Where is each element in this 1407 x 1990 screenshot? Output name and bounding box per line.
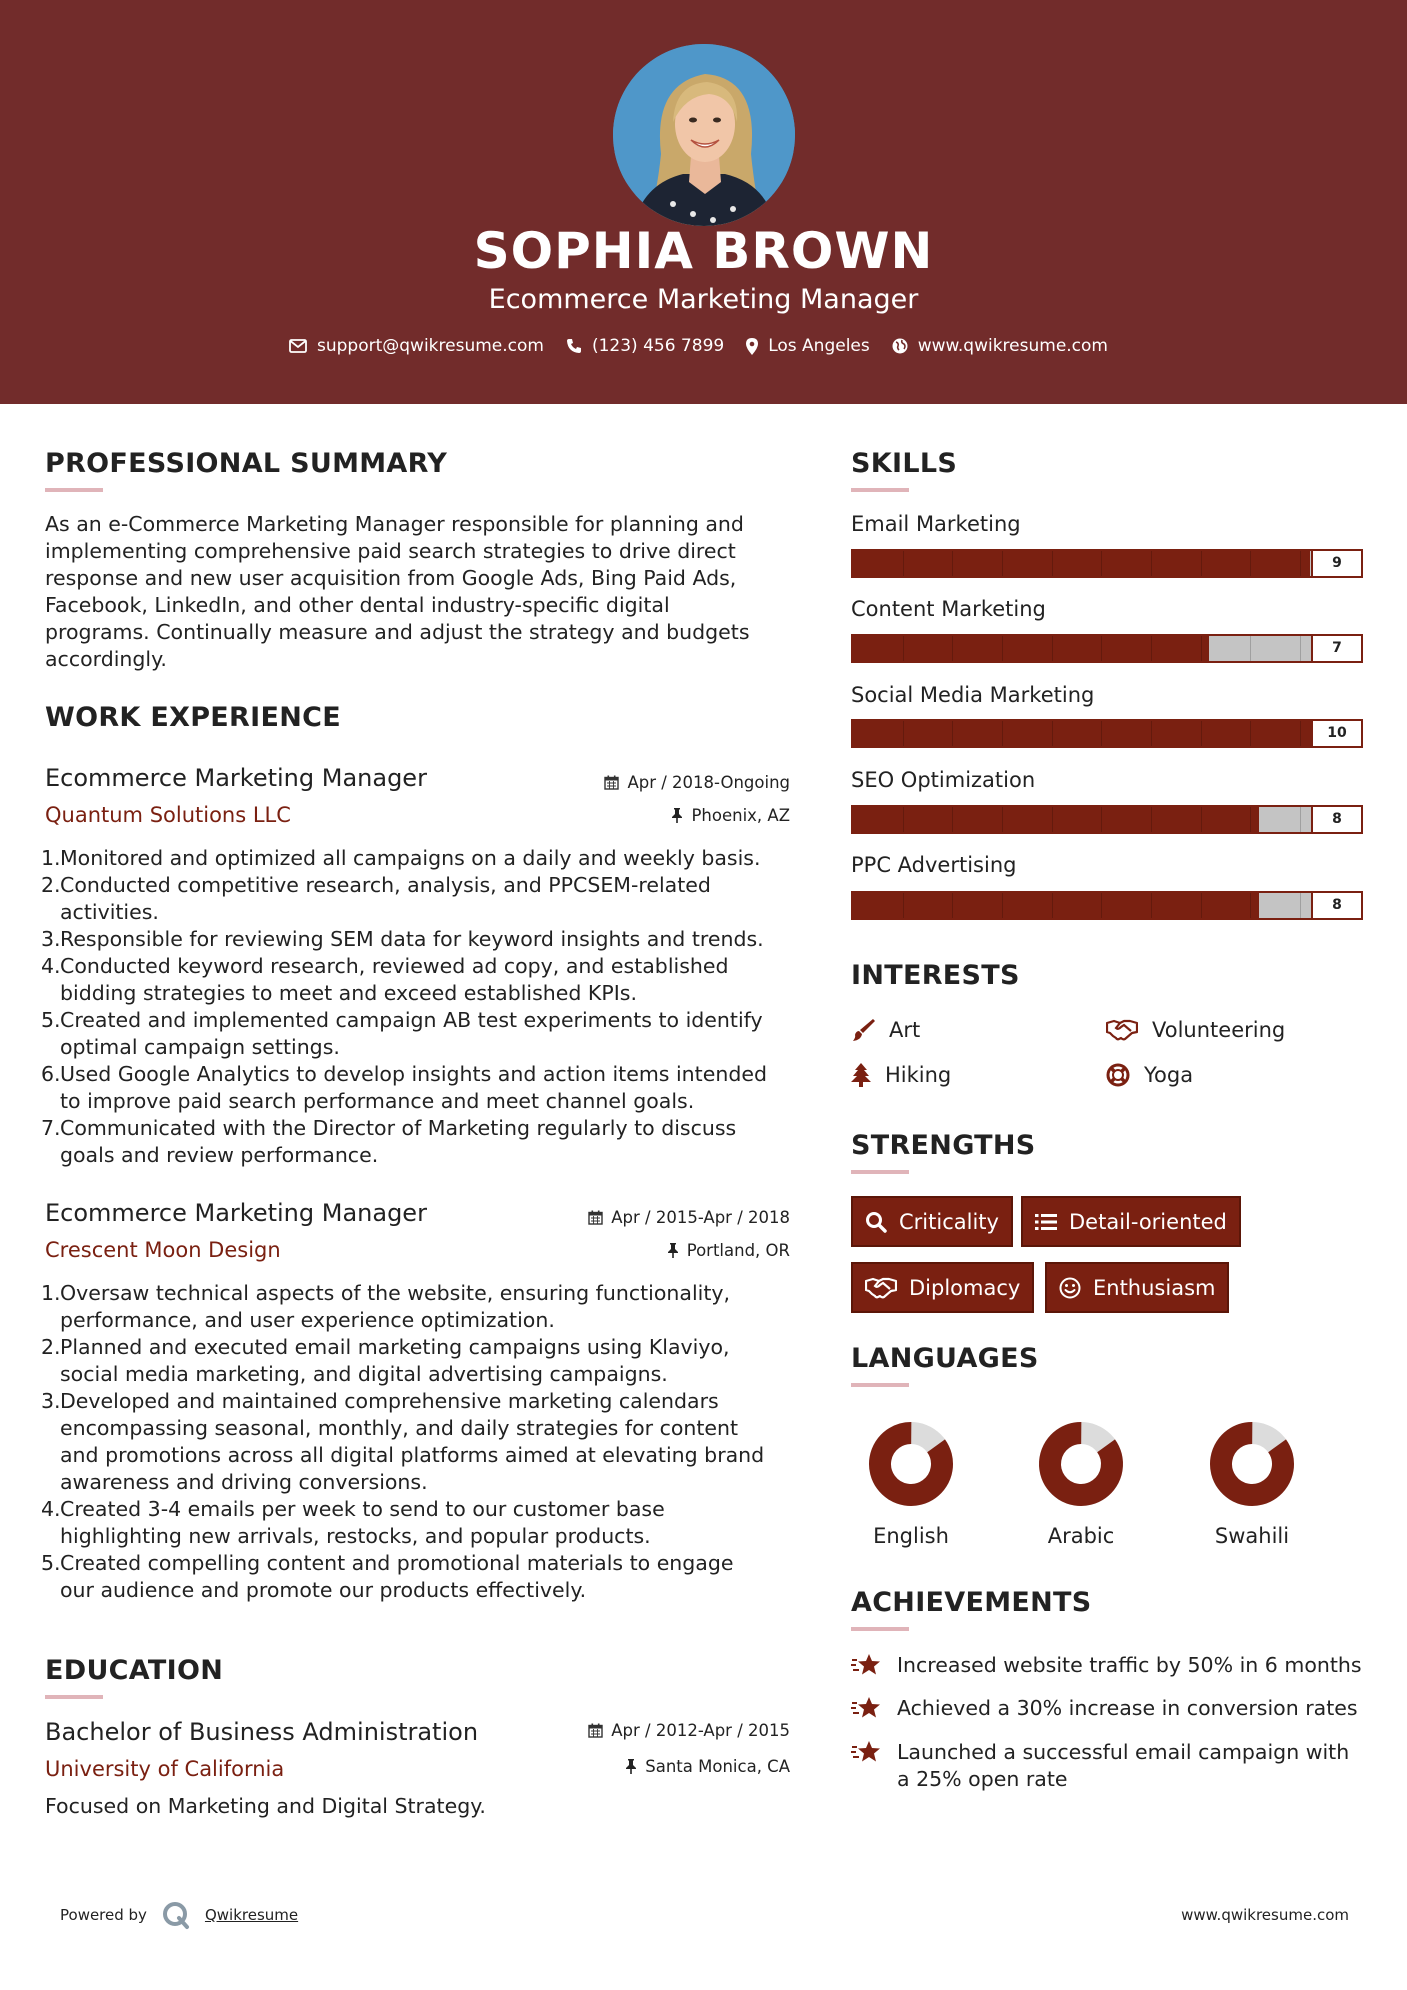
- summary-line: response and new user acquisition from Google Ads, Bing Paid Ads,: [45, 566, 737, 590]
- achievements-title: ACHIEVEMENTS: [851, 1587, 1092, 1618]
- list-icon: [1035, 1213, 1057, 1231]
- skill-segment: [1201, 807, 1202, 832]
- job-date-text: Apr / 2018-Ongoing: [627, 773, 790, 792]
- achievement-text: Achieved a 30% increase in conversion rates: [897, 1696, 1358, 1720]
- skill-segment: [1151, 551, 1152, 576]
- tree-icon: [851, 1063, 871, 1087]
- list-item: 6. Used Google Analytics to develop insights and action items intended to improve paid search performance and meet channel goals.: [41, 1062, 767, 1113]
- achievement-item: [851, 1739, 1367, 1793]
- resume-header: [0, 0, 1407, 404]
- languages-underline: [851, 1383, 909, 1387]
- summary-line: programs. Continually measure and adjust the strategy and budgets: [45, 620, 750, 644]
- interest-item: [1106, 1063, 1193, 1087]
- skills-underline: [851, 488, 909, 492]
- skill-fill: [853, 807, 1259, 832]
- footer-powered: [60, 1900, 298, 1930]
- skill-bar: [851, 719, 1363, 748]
- skill-segment: [1250, 893, 1251, 918]
- skill-segment: [903, 893, 904, 918]
- skill-name: Content Marketing: [851, 597, 1046, 621]
- list-item: 4. Created 3-4 emails per week to send to our customer base highlighting new arrivals, restocks, and popular products.: [41, 1497, 665, 1548]
- skill-segment: [1052, 721, 1053, 746]
- qwikresume-link[interactable]: Qwikresume: [204, 1906, 299, 1924]
- candidate-role: Ecommerce Marketing Manager: [488, 284, 919, 315]
- lifering-icon: [1106, 1063, 1130, 1087]
- calendar-icon: [588, 1210, 603, 1225]
- contact-website[interactable]: [892, 336, 1108, 356]
- education-school: University of California: [45, 1757, 285, 1781]
- interest-label: Yoga: [1144, 1063, 1194, 1087]
- list-item: 5. Created compelling content and promotional materials to engage our audience and promote our products effectively.: [41, 1551, 734, 1602]
- skill-segment: [1101, 893, 1102, 918]
- skill-score: 10: [1311, 721, 1361, 746]
- experience-title: WORK EXPERIENCE: [45, 702, 341, 733]
- skill-segment: [1101, 551, 1102, 576]
- skill-segment: [1151, 636, 1152, 661]
- skill-segment: [952, 893, 953, 918]
- skill-bar: [851, 634, 1363, 663]
- contact-email-text: support@qwikresume.com: [317, 336, 544, 356]
- skill-segment: [1101, 636, 1102, 661]
- strengths-underline: [851, 1170, 909, 1174]
- skill-segment: [1300, 807, 1301, 832]
- skill-segment: [1002, 721, 1003, 746]
- skill-segment: [1250, 636, 1251, 661]
- contact-phone[interactable]: [566, 336, 724, 356]
- skill-name: Email Marketing: [851, 512, 1021, 536]
- pushpin-icon: [671, 808, 683, 823]
- skill-segment: [952, 636, 953, 661]
- skill-segment: [1052, 551, 1053, 576]
- skill-segment: [1201, 636, 1202, 661]
- star-icon: [851, 1739, 883, 1765]
- strength-label: Enthusiasm: [1093, 1275, 1216, 1300]
- phone-icon: [566, 338, 582, 354]
- interest-item: [851, 1063, 951, 1087]
- language-label: English: [873, 1524, 949, 1548]
- skill-segment: [1201, 721, 1202, 746]
- envelope-icon: [289, 339, 307, 353]
- skill-segment: [1002, 551, 1003, 576]
- job-date-text: Apr / 2015-Apr / 2018: [611, 1208, 790, 1227]
- skill-segment: [1002, 807, 1003, 832]
- achievement-text: Launched a successful email campaign with: [897, 1740, 1350, 1764]
- powered-by-text: Powered by: [60, 1906, 147, 1924]
- job-bullets: [41, 845, 811, 1169]
- skill-segment: [1002, 636, 1003, 661]
- summary-line: accordingly.: [45, 647, 167, 671]
- list-item: 2. Conducted competitive research, analysis, and PPCSEM-related activities.: [41, 873, 711, 924]
- job-bullets: [41, 1280, 811, 1604]
- list-item: 3. Responsible for reviewing SEM data for keyword insights and trends.: [41, 927, 764, 951]
- skill-name: SEO Optimization: [851, 768, 1036, 792]
- interest-item: [851, 1018, 920, 1042]
- contact-location: [746, 336, 870, 356]
- skill-segment: [1101, 807, 1102, 832]
- interests-title: INTERESTS: [851, 960, 1020, 991]
- list-item: 4. Conducted keyword research, reviewed ad copy, and established bidding strategies to meet and exceed established KPIs.: [41, 954, 729, 1005]
- contact-bar: [0, 336, 1407, 356]
- summary-line: Facebook, LinkedIn, and other dental industry-specific digital: [45, 593, 670, 617]
- interest-label: Hiking: [885, 1063, 952, 1087]
- strength-badge: [1021, 1196, 1241, 1247]
- skills-title: SKILLS: [851, 448, 958, 479]
- skill-bar: [851, 549, 1363, 578]
- achievements-underline: [851, 1627, 909, 1631]
- skill-segment: [1052, 893, 1053, 918]
- skill-score: 9: [1311, 551, 1361, 576]
- job-title: Ecommerce Marketing Manager: [45, 1199, 427, 1227]
- language-label: Swahili: [1214, 1524, 1290, 1548]
- summary-line: As an e-Commerce Marketing Manager responsible for planning and: [45, 512, 744, 536]
- education-date: [588, 1721, 790, 1740]
- profile-photo: [613, 44, 795, 226]
- skill-bar: [851, 805, 1363, 834]
- footer-site[interactable]: www.qwikresume.com: [1181, 1906, 1349, 1924]
- skill-segment: [903, 636, 904, 661]
- summary-line: implementing comprehensive paid search strategies to drive direct: [45, 539, 736, 563]
- strength-badge: [851, 1196, 1013, 1247]
- skill-segment: [1300, 636, 1301, 661]
- interest-item: [1106, 1018, 1285, 1042]
- skill-name: Social Media Marketing: [851, 683, 1095, 707]
- interest-label: Art: [889, 1018, 921, 1042]
- skill-segment: [952, 721, 953, 746]
- star-icon: [851, 1652, 883, 1678]
- strength-label: Diplomacy: [909, 1275, 1021, 1300]
- skill-segment: [1201, 893, 1202, 918]
- strength-label: Detail-oriented: [1069, 1209, 1227, 1234]
- skill-fill: [853, 893, 1259, 918]
- skill-segment: [1250, 551, 1251, 576]
- strength-label: Criticality: [899, 1209, 999, 1234]
- candidate-name: SOPHIA BROWN: [473, 222, 934, 280]
- calendar-icon: [604, 775, 619, 790]
- skill-segment: [952, 807, 953, 832]
- job-title: Ecommerce Marketing Manager: [45, 764, 427, 792]
- star-icon: [851, 1695, 883, 1721]
- language-ring: [1209, 1421, 1295, 1507]
- list-item: 1. Monitored and optimized all campaigns on a daily and weekly basis.: [41, 846, 761, 870]
- skill-segment: [903, 721, 904, 746]
- skill-segment: [1300, 551, 1301, 576]
- job-company: Quantum Solutions LLC: [45, 803, 291, 827]
- skill-segment: [1201, 551, 1202, 576]
- qwikresume-logo-icon: [161, 1900, 191, 1930]
- list-item: 5. Created and implemented campaign AB test experiments to identify optimal campaign settings.: [41, 1008, 763, 1059]
- skill-segment: [1002, 893, 1003, 918]
- strength-badge: [851, 1262, 1034, 1313]
- skill-fill: [853, 636, 1209, 661]
- achievement-item: [851, 1695, 1367, 1722]
- education-title: EDUCATION: [45, 1655, 224, 1686]
- pushpin-icon: [625, 1759, 637, 1774]
- summary-underline: [45, 488, 103, 492]
- skill-segment: [903, 807, 904, 832]
- education-location: [625, 1757, 790, 1776]
- summary-text: [45, 511, 805, 673]
- contact-location-text: Los Angeles: [768, 336, 870, 356]
- skill-segment: [1151, 721, 1152, 746]
- skill-segment: [1151, 807, 1152, 832]
- achievement-item: [851, 1652, 1367, 1679]
- language-ring: [1038, 1421, 1124, 1507]
- education-note: Focused on Marketing and Digital Strategy.: [45, 1794, 486, 1818]
- contact-website-text: www.qwikresume.com: [917, 336, 1108, 356]
- handshake-icon: [1106, 1019, 1138, 1041]
- skill-segment: [1151, 893, 1152, 918]
- list-item: 2. Planned and executed email marketing campaigns using Klaviyo, social media marketing, and digital advertising campaigns.: [41, 1335, 730, 1386]
- pushpin-icon: [667, 1243, 679, 1258]
- achievement-text: Increased website traffic by 50% in 6 months: [897, 1653, 1362, 1677]
- map-pin-icon: [746, 338, 758, 355]
- education-degree: Bachelor of Business Administration: [45, 1718, 479, 1746]
- job-location: [671, 806, 790, 825]
- languages-title: LANGUAGES: [851, 1343, 1039, 1374]
- skill-segment: [1300, 721, 1301, 746]
- strength-badge: [1045, 1262, 1229, 1313]
- handshake-icon: [865, 1277, 897, 1299]
- job-company: Crescent Moon Design: [45, 1238, 281, 1262]
- list-item: 3. Developed and maintained comprehensive marketing calendars encompassing seasonal, monthly, and daily strategies for content and promotions across all digital platforms aimed at elevating brand awareness and driving conversions.: [41, 1389, 765, 1494]
- skill-fill: [853, 721, 1361, 746]
- list-item: 7. Communicated with the Director of Marketing regularly to discuss goals and review performance.: [41, 1116, 737, 1167]
- education-date-text: Apr / 2012-Apr / 2015: [611, 1721, 790, 1740]
- strengths-title: STRENGTHS: [851, 1130, 1036, 1161]
- job-date: [604, 773, 790, 792]
- skill-segment: [1101, 721, 1102, 746]
- skill-segment: [1052, 807, 1053, 832]
- list-item: 1. Oversaw technical aspects of the website, ensuring functionality, performance, and user experience optimization.: [41, 1281, 731, 1332]
- job-location-text: Phoenix, AZ: [691, 806, 790, 825]
- education-underline: [45, 1695, 103, 1699]
- interest-label: Volunteering: [1152, 1018, 1286, 1042]
- skill-segment: [952, 551, 953, 576]
- skill-score: 8: [1311, 893, 1361, 918]
- skill-segment: [1052, 636, 1053, 661]
- achievement-text: a 25% open rate: [897, 1767, 1068, 1791]
- skill-segment: [903, 551, 904, 576]
- smile-icon: [1059, 1277, 1081, 1299]
- summary-title: PROFESSIONAL SUMMARY: [45, 448, 448, 479]
- calendar-icon: [588, 1723, 603, 1738]
- job-location: [667, 1241, 790, 1260]
- skill-fill: [853, 551, 1310, 576]
- contact-email[interactable]: [289, 336, 544, 356]
- job-location-text: Portland, OR: [686, 1241, 790, 1260]
- education-location-text: Santa Monica, CA: [645, 1757, 790, 1776]
- skill-name: PPC Advertising: [851, 853, 1017, 877]
- skill-score: 8: [1311, 807, 1361, 832]
- skill-segment: [1250, 807, 1251, 832]
- skill-score: 7: [1311, 636, 1361, 661]
- job-date: [588, 1208, 790, 1227]
- skill-segment: [1250, 721, 1251, 746]
- language-label: Arabic: [1047, 1524, 1115, 1548]
- search-icon: [865, 1211, 887, 1233]
- skill-segment: [1300, 893, 1301, 918]
- globe-icon: [892, 338, 908, 354]
- language-ring: [868, 1421, 954, 1507]
- skill-bar: [851, 891, 1363, 920]
- paintbrush-icon: [851, 1018, 875, 1042]
- contact-phone-text: (123) 456 7899: [591, 336, 725, 356]
